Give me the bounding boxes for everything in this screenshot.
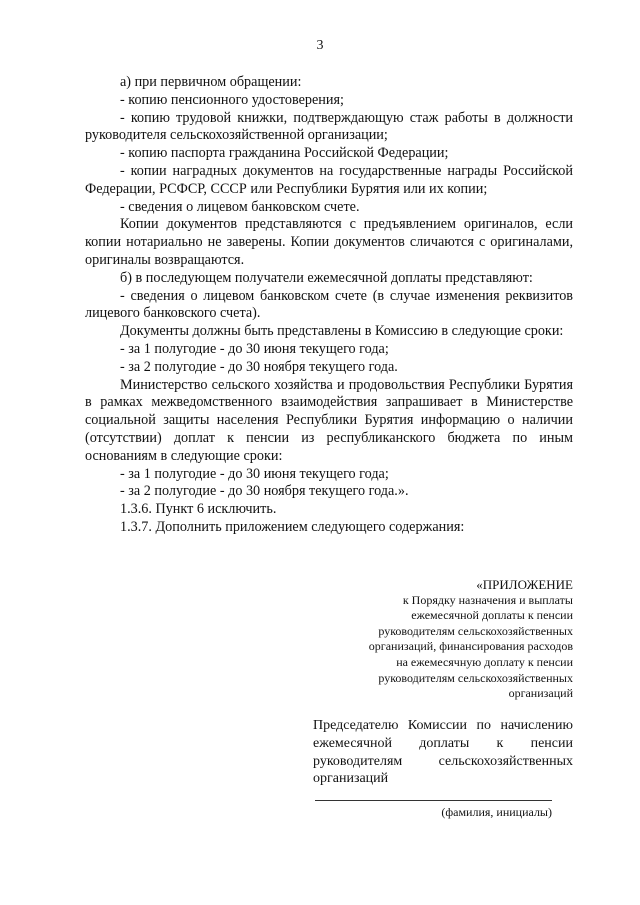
- paragraph: - за 1 полугодие - до 30 июня текущего года;: [120, 340, 389, 357]
- appendix-line: на ежемесячную доплату к пенсии: [396, 654, 573, 669]
- appendix-line: к Порядку назначения и выплаты: [402, 592, 573, 607]
- addressee-block: Председателю Комиссии по начислению ежемесячной доплаты к пенсии руководителям сельскохозяйственных организаций: [313, 718, 573, 787]
- paragraph: - копию пенсионного удостоверения;: [120, 91, 344, 108]
- paragraph: - копию паспорта гражданина Российской Федерации;: [120, 145, 449, 162]
- signature-line: [315, 800, 552, 801]
- paragraph: - за 2 полугодие - до 30 ноября текущего года.».: [120, 483, 409, 500]
- signature-caption: (фамилия, инициалы): [441, 805, 552, 819]
- paragraph: - за 1 полугодие - до 30 июня текущего года;: [120, 465, 389, 482]
- appendix-line: организаций: [508, 686, 573, 701]
- appendix-title: «ПРИЛОЖЕНИЕ: [476, 577, 573, 592]
- document-body: [85, 74, 573, 537]
- appendix-line: руководителям сельскохозяйственных: [378, 623, 573, 638]
- paragraph: - сведения о лицевом банковском счете.: [120, 198, 360, 215]
- paragraph: 1.3.7. Дополнить приложением следующего содержания:: [120, 518, 465, 535]
- paragraph: - копии наградных документов на государственные награды Российской Федерации, РСФСР, СССР или Республики Бурятия или их копии;: [85, 162, 573, 197]
- appendix-line: ежемесячной доплаты к пенсии: [411, 608, 573, 623]
- paragraph: 1.3.6. Пункт 6 исключить.: [120, 501, 277, 518]
- paragraph: б) в последующем получатели ежемесячной доплаты представляют:: [120, 269, 533, 286]
- paragraph: Министерство сельского хозяйства и продовольствия Республики Бурятия в рамках межведомственного взаимодействия запрашивает в Министерстве социальной защиты населения Республики Бурятия информацию о наличии (отсутствии) доплат к пенсии из республиканского бюджета по иным основаниям в следующие сроки:: [85, 376, 573, 464]
- paragraph: Копии документов представляются с предъявлением оригиналов, если копии нотариально не заверены. Копии документов сличаются с оригиналами, оригиналы возвращаются.: [85, 216, 573, 268]
- page-number: 3: [316, 38, 324, 53]
- paragraph: - копию трудовой книжки, подтверждающую стаж работы в должности руководителя сельскохозяйственной организации;: [85, 109, 573, 144]
- appendix-header: [300, 577, 573, 702]
- paragraph: - за 2 полугодие - до 30 ноября текущего года.: [120, 358, 398, 375]
- paragraph: Документы должны быть представлены в Комиссию в следующие сроки:: [120, 323, 564, 340]
- appendix-line: организаций, финансирования расходов: [368, 639, 573, 654]
- appendix-line: руководителям сельскохозяйственных: [378, 670, 573, 685]
- paragraph: а) при первичном обращении:: [120, 74, 302, 90]
- paragraph: - сведения о лицевом банковском счете (в случае изменения реквизитов лицевого банковского счета).: [85, 287, 573, 322]
